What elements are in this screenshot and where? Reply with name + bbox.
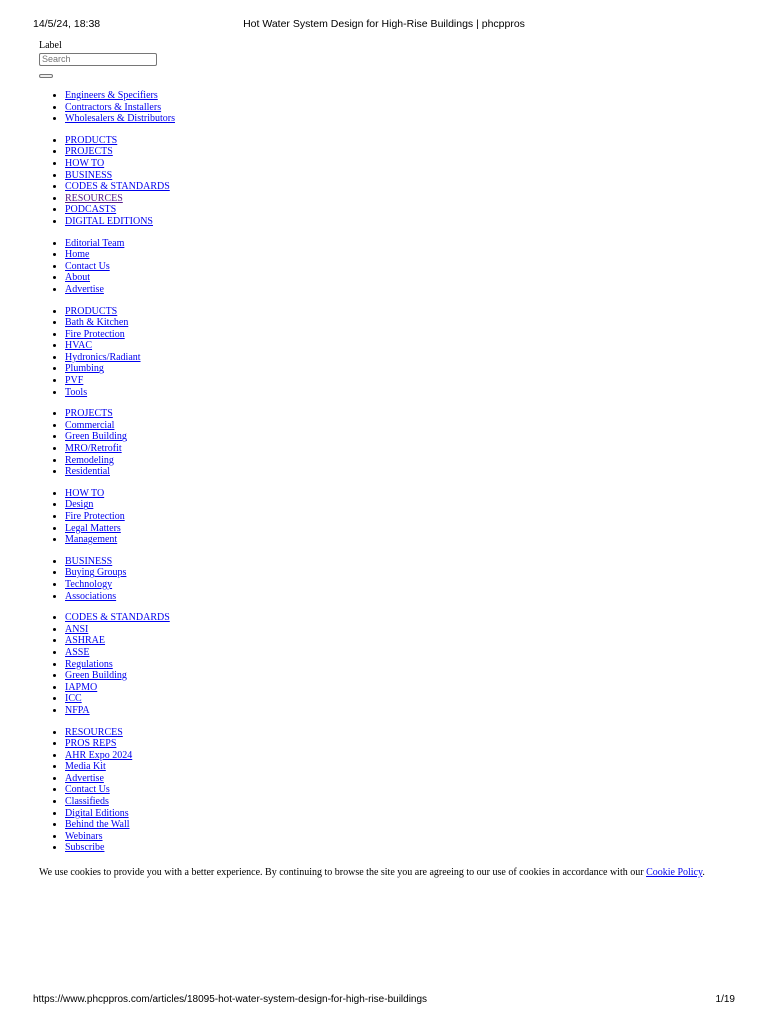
menu-link[interactable]: Contractors & Installers [65, 101, 162, 113]
menu-list-8 [39, 612, 729, 716]
menu-item [65, 808, 729, 820]
menu-link[interactable]: Buying Groups [65, 567, 127, 579]
menu-list-6 [39, 488, 729, 546]
menu-link[interactable]: Media Kit [65, 761, 106, 773]
menu-link[interactable]: HOW TO [65, 157, 105, 169]
menu-link[interactable]: DIGITAL EDITIONS [65, 215, 153, 227]
menu-item [65, 819, 729, 831]
menu-item [65, 170, 729, 182]
menu-link[interactable]: CODES & STANDARDS [65, 181, 170, 193]
menu-item [65, 340, 729, 352]
menu-item [65, 317, 729, 329]
menu-item [65, 831, 729, 843]
menu-link[interactable]: Regulations [65, 658, 113, 670]
menu-list-5 [39, 408, 729, 478]
menu-link[interactable]: ASSE [65, 646, 90, 658]
menu-link[interactable]: Engineers & Specifiers [65, 90, 158, 101]
menu-item [65, 682, 729, 694]
search-button[interactable] [39, 74, 53, 78]
menu-list-7 [39, 556, 729, 602]
menu-item [65, 796, 729, 808]
menu-item [65, 102, 729, 114]
cookie-notice-suffix: . [702, 867, 705, 878]
page-content [39, 40, 729, 854]
menu-link[interactable]: NFPA [65, 704, 90, 716]
menu-item [65, 284, 729, 296]
menu-link[interactable]: Classifieds [65, 796, 109, 808]
search-label: Label [39, 40, 62, 51]
menu-item [65, 488, 729, 500]
menu-link[interactable]: About [65, 272, 90, 284]
cookie-notice [39, 867, 739, 879]
menu-link[interactable]: Wholesalers & Distributors [65, 113, 175, 125]
menu-link[interactable]: Fire Protection [65, 328, 125, 340]
menu-link[interactable]: Editorial Team [65, 237, 125, 249]
menu-item [65, 204, 729, 216]
menu-link[interactable]: Management [65, 534, 118, 546]
menu-item [65, 272, 729, 284]
menu-item [65, 773, 729, 785]
menu-item [65, 90, 729, 102]
menu-item [65, 523, 729, 535]
menu-item [65, 738, 729, 750]
menu-item [65, 216, 729, 228]
menu-item [65, 647, 729, 659]
menu-link[interactable]: Behind the Wall [65, 819, 130, 831]
menu-item [65, 408, 729, 420]
print-timestamp: 14/5/24, 18:38 [33, 18, 101, 30]
menu-item [65, 431, 729, 443]
menu-link[interactable]: PODCASTS [65, 204, 117, 216]
menu-item [65, 693, 729, 705]
menu-link[interactable]: Residential [65, 466, 110, 478]
menu-item [65, 591, 729, 603]
menu-item [65, 670, 729, 682]
menu-link[interactable]: IAPMO [65, 681, 98, 693]
menu-item [65, 567, 729, 579]
menu-item [65, 261, 729, 273]
menu-item [65, 761, 729, 773]
menu-link[interactable]: Bath & Kitchen [65, 317, 129, 329]
search-input[interactable] [39, 53, 157, 66]
menu-item [65, 363, 729, 375]
menu-link[interactable]: Legal Matters [65, 522, 121, 534]
menu-item [65, 750, 729, 762]
menu-link[interactable]: AHR Expo 2024 [65, 749, 133, 761]
menu-link[interactable]: PRODUCTS [65, 134, 118, 146]
menu-link[interactable]: MRO/Retrofit [65, 443, 122, 455]
menu-item [65, 784, 729, 796]
menu-link[interactable]: RESOURCES [65, 726, 123, 738]
menu-item [65, 181, 729, 193]
menu-list-3 [39, 238, 729, 296]
menu-item [65, 420, 729, 432]
menu-item [65, 612, 729, 624]
menu-item [65, 113, 729, 125]
menu-link[interactable]: Tools [65, 386, 88, 398]
menu-item [65, 387, 729, 399]
menu-link[interactable]: PRODUCTS [65, 305, 118, 317]
menu-link[interactable]: Fire Protection [65, 511, 125, 522]
menu-item [65, 579, 729, 591]
menu-link[interactable]: HVAC [65, 340, 93, 352]
menu-link[interactable]: Commercial [65, 419, 115, 431]
menu-item [65, 352, 729, 364]
menu-item [65, 635, 729, 647]
menu-link[interactable]: Subscribe [65, 842, 105, 854]
cookie-notice-text: We use cookies to provide you with a better experience. By continuing to browse the site you are agreeing to our use of cookies in accordance with our [39, 867, 647, 878]
menu-item [65, 556, 729, 568]
menu-link[interactable]: Digital Editions [65, 807, 129, 819]
menu-link[interactable]: Advertise [65, 772, 104, 784]
menu-link[interactable]: BUSINESS [65, 169, 113, 181]
menu-link[interactable]: Design [65, 499, 94, 511]
menu-link[interactable]: PVF [65, 375, 84, 387]
menu-link[interactable]: PROS REPS [65, 738, 117, 750]
menu-link[interactable]: Plumbing [65, 363, 104, 375]
menu-link[interactable]: PROJECTS [65, 146, 113, 158]
print-page-title: Hot Water System Design for High-Rise Buildings | phcppros [243, 18, 525, 30]
menu-item [65, 466, 729, 478]
menu-item [65, 135, 729, 147]
menu-item [65, 727, 729, 739]
menu-item [65, 499, 729, 511]
menu-list-9 [39, 727, 729, 855]
menu-item [65, 306, 729, 318]
menu-link[interactable]: RESOURCES [65, 192, 123, 204]
cookie-policy-link[interactable]: Cookie Policy [646, 867, 703, 878]
menu-item [65, 238, 729, 250]
menu-link[interactable]: Technology [65, 578, 113, 590]
menu-link[interactable]: Hydronics/Radiant [65, 351, 141, 363]
menu-link[interactable]: BUSINESS [65, 555, 113, 567]
print-url: https://www.phcppros.com/articles/18095-hot-water-system-design-for-high-rise-buildings [33, 994, 428, 1005]
menu-list-4 [39, 306, 729, 399]
menu-link[interactable]: Advertise [65, 283, 104, 295]
menu-item [65, 455, 729, 467]
print-page-number: 1/19 [715, 994, 735, 1005]
menu-item [65, 249, 729, 261]
menu-link[interactable]: PROJECTS [65, 408, 113, 420]
menu-link[interactable]: ICC [65, 693, 82, 705]
menu-item [65, 158, 729, 170]
menu-link[interactable]: Home [65, 249, 90, 261]
menu-item [65, 624, 729, 636]
menu-item [65, 193, 729, 205]
menu-list-1 [39, 90, 729, 125]
menu-link[interactable]: ANSI [65, 623, 89, 635]
menu-item [65, 705, 729, 717]
menu-link[interactable]: HOW TO [65, 487, 105, 499]
menu-item [65, 375, 729, 387]
menu-item [65, 659, 729, 671]
menu-link[interactable]: Remodeling [65, 454, 114, 466]
menu-item [65, 329, 729, 341]
navigation-menus [39, 90, 729, 854]
menu-link[interactable]: Webinars [65, 830, 103, 842]
menu-link[interactable]: Green Building [65, 431, 127, 443]
menu-link[interactable]: Green Building [65, 670, 127, 682]
menu-list-2 [39, 135, 729, 228]
menu-item [65, 443, 729, 455]
menu-link[interactable]: CODES & STANDARDS [65, 612, 170, 624]
menu-item [65, 842, 729, 854]
menu-link[interactable]: ASHRAE [65, 635, 106, 647]
menu-item [65, 146, 729, 158]
menu-link[interactable]: Contact Us [65, 260, 110, 272]
menu-link[interactable]: Associations [65, 590, 117, 602]
menu-item [65, 534, 729, 546]
menu-item [65, 511, 729, 523]
menu-link[interactable]: Contact Us [65, 784, 110, 796]
